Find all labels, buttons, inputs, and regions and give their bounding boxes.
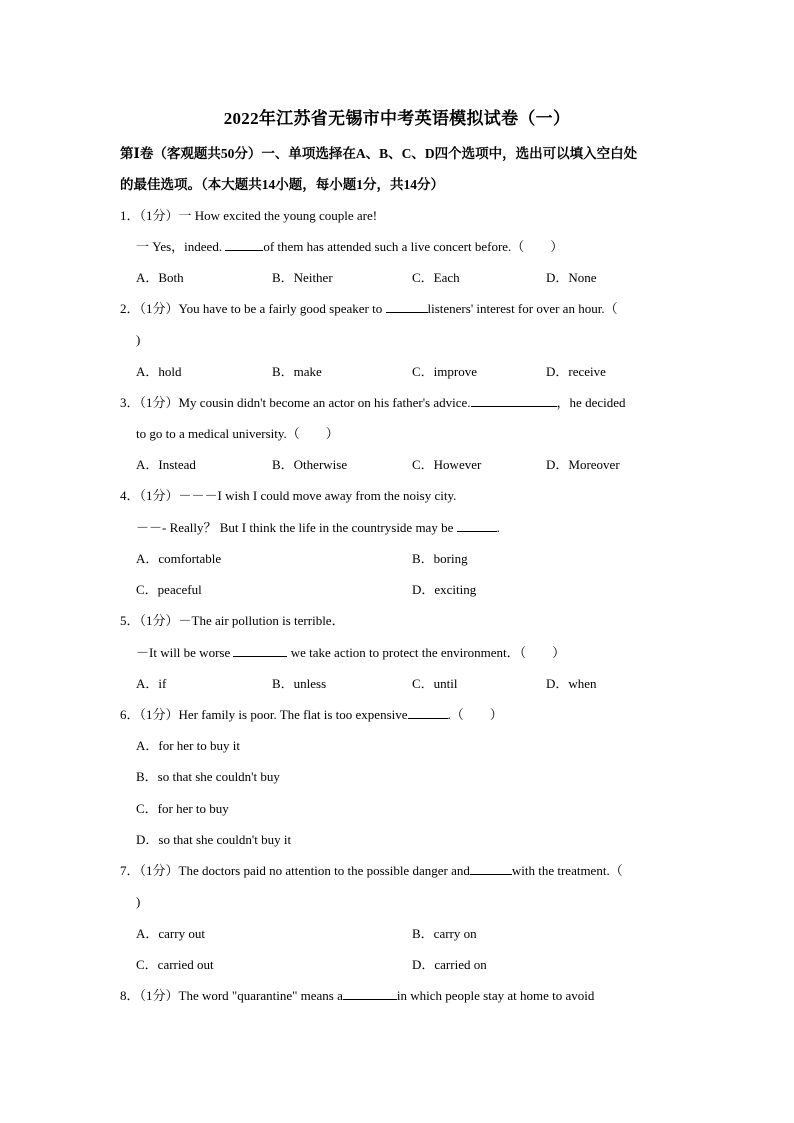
question-1-option-c: C．Each	[412, 270, 460, 285]
answer-blank	[408, 706, 448, 719]
question-7-stem-part-b: with the treatment.（	[511, 863, 623, 878]
question-2-option-d: D．receive	[546, 364, 606, 379]
question-1-option-d: D．None	[546, 270, 597, 285]
question-2-option-c: C．improve	[412, 364, 477, 379]
question-7-option-a: A．carry out	[136, 926, 205, 941]
answer-blank	[470, 862, 512, 875]
question-7-option-c: C．carried out	[136, 957, 214, 972]
question-4-option-d: D．exciting	[412, 582, 477, 597]
question-4-stem-line-2	[136, 519, 500, 537]
question-2-stem-part-a: 2．（1分）You have to be a fairly good speaker to	[120, 301, 386, 316]
question-7-option-b: B．carry on	[412, 926, 477, 941]
answer-blank	[471, 394, 557, 407]
question-5-stem-line-2	[136, 644, 565, 662]
question-5-stem-part-b: we take action to protect the environment．（ ）	[287, 645, 566, 660]
question-8-stem-part-a: 8．（1分）The word "quarantine" means a	[120, 988, 343, 1003]
answer-blank	[386, 300, 428, 313]
question-6-stem	[120, 706, 503, 724]
question-1-stem-line-2	[136, 238, 563, 256]
question-6-stem-part-b: .（ ）	[447, 707, 503, 722]
answer-blank	[343, 987, 397, 1000]
question-5-stem-part-a: －It will be worse	[136, 645, 234, 660]
page-title: 2022年江苏省无锡市中考英语模拟试卷（一）	[223, 109, 571, 128]
question-4-option-b: B．boring	[412, 551, 468, 566]
question-6-option-d: D．so that she couldn't buy it	[136, 832, 292, 847]
question-3-option-b: B．Otherwise	[272, 457, 348, 472]
question-5-option-c: C．until	[412, 676, 458, 691]
question-3-stem-part-a: 3．（1分）My cousin didn't become an actor on his father's advice.	[120, 395, 471, 410]
question-5-option-b: B．unless	[272, 676, 327, 691]
question-1-stem-part-a: 一 Yes，indeed.	[136, 239, 226, 254]
question-1-option-a: A．Both	[136, 270, 184, 285]
question-1-option-b: B．Neither	[272, 270, 333, 285]
question-6-option-b: B．so that she couldn't buy	[136, 769, 280, 784]
question-5-option-d: D．when	[546, 676, 597, 691]
question-2-option-b: B．make	[272, 364, 322, 379]
answer-blank	[233, 644, 287, 657]
question-6-stem-part-a: 6．（1分）Her family is poor. The flat is too expensive	[120, 707, 408, 722]
section-heading	[120, 138, 680, 200]
question-3-option-a: A．Instead	[136, 457, 196, 472]
answer-blank	[225, 238, 263, 251]
question-6-option-a: A．for her to buy it	[136, 738, 240, 753]
question-3-stem-line-2: to go to a medical university.（ ）	[136, 426, 339, 441]
question-4-stem-part-a: －－- Really？ But I think the life in the countryside may be	[136, 520, 457, 535]
question-3-option-c: C．However	[412, 457, 482, 472]
question-2-stem-line-2: )	[136, 332, 141, 347]
question-1-stem: 1．（1分）一 How excited the young couple are!	[120, 208, 378, 223]
question-2-stem	[120, 300, 618, 318]
question-4-option-a: A．comfortable	[136, 551, 222, 566]
question-4-stem: 4．（1分）－－－I wish I could move away from the noisy city.	[120, 488, 457, 503]
question-3-option-d: D．Moreover	[546, 457, 620, 472]
question-5-stem: 5．（1分）－The air pollution is terrible．	[120, 613, 345, 628]
answer-blank	[457, 519, 497, 532]
question-7-stem-part-a: 7．（1分）The doctors paid no attention to the possible danger and	[120, 863, 470, 878]
question-3-stem-part-b: ，he decided	[556, 395, 626, 410]
question-5-option-a: A．if	[136, 676, 167, 691]
question-8-stem-part-b: in which people stay at home to avoid	[396, 988, 595, 1003]
question-4-option-c: C．peaceful	[136, 582, 202, 597]
question-1-stem-part-b: of them has attended such a live concert before.（ ）	[263, 239, 564, 254]
question-7-stem-line-2: )	[136, 894, 141, 909]
question-3-stem	[120, 394, 626, 412]
question-7-option-d: D．carried on	[412, 957, 487, 972]
section-heading-line-1: 第Ⅰ卷（客观题共50分）一、单项选择在A、B、C、D四个选项中，选出可以填入空白处	[120, 146, 638, 161]
question-4-stem-part-b: .	[496, 520, 500, 535]
question-6-option-c: C．for her to buy	[136, 801, 229, 816]
question-7-stem	[120, 862, 623, 880]
question-8-stem	[120, 987, 594, 1005]
question-2-stem-part-b: listeners' interest for over an hour.（	[427, 301, 618, 316]
question-2-option-a: A．hold	[136, 364, 182, 379]
section-heading-line-2: 的最佳选项。（本大题共14小题，每小题1分，共14分）	[120, 177, 444, 192]
